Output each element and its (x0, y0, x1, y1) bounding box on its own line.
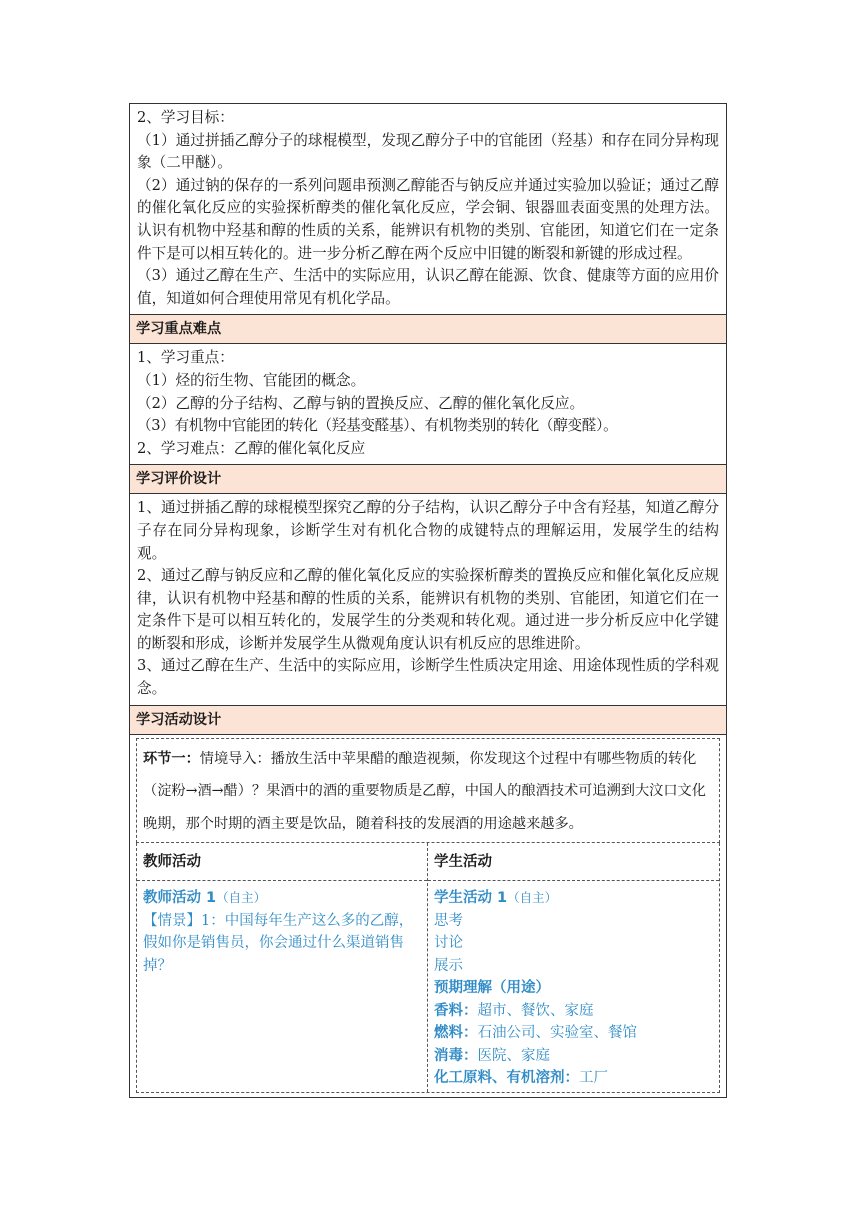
teacher-activity-title: 教师活动 1 (143, 890, 217, 907)
key-line-1: 1、学习重点： (137, 349, 234, 367)
student-step-present: 展示 (434, 957, 463, 974)
stage-one-label: 环节一： (143, 750, 200, 767)
key-line-3: （2）乙醇的分子结构、乙醇与钠的置换反应、乙醇的催化氧化反应。 (137, 394, 585, 412)
lesson-plan-table (129, 103, 727, 1098)
use-label-fragrance: 香料： (434, 1002, 478, 1019)
evaluation-paragraph-3: 3、通过乙醇在生产、生活中的实际应用，诊断学生性质决定用途、用途体现性质的学科观念。 (137, 657, 719, 698)
goal-item-3: （3）通过乙醇在生产、生活中的实际应用，认识乙醇在能源、饮食、健康等方面的应用价值，知道如何合理使用常见有机化学品。 (137, 267, 719, 307)
evaluation-header: 学习评价设计 (130, 465, 726, 494)
student-column-header: 学生活动 (428, 843, 719, 881)
stage-one-text: 情境导入：播放生活中苹果醋的酿造视频，你发现这个过程中有哪些物质的转化（淀粉→酒→醋）？果酒中的酒的重要物质是乙醇，中国人的酿酒技术可追溯到大汶口文化晚期，那个时期的酒主要是饮品，随着科技的发展酒的用途越来越多。 (143, 750, 706, 832)
goal-item-1: （1）通过拼插乙醇分子的球棍模型，发现乙醇分子中的官能团（羟基）和存在同分异构现象（二甲醚）。 (137, 131, 719, 172)
use-text-fragrance: 超市、餐饮、家庭 (477, 1002, 594, 1019)
key-line-5: 2、学习难点：乙醇的催化氧化反应 (137, 439, 366, 457)
use-text-industrial: 工厂 (579, 1070, 608, 1087)
key-points-section (130, 344, 726, 465)
student-activity-tag: （自主） (507, 890, 558, 906)
use-label-fuel: 燃料： (434, 1025, 478, 1042)
activities-header: 学习活动设计 (130, 706, 726, 735)
student-column (428, 843, 719, 1092)
activity-columns (136, 843, 720, 1093)
key-points-header: 学习重点难点 (130, 315, 726, 344)
goals-heading: 2、学习目标： (137, 109, 234, 126)
goal-item-2: （2）通过钠的保存的一系列问题串预测乙醇能否与钠反应并通过实验加以验证；通过乙醇的催化氧化反应的实验探析醇类的催化氧化反应，学会铜、银器皿表面变黑的处理方法。认识有机物中羟基和醇的性质的关系，能辨识有机物的类别、官能团，知道它们在一定条件下是可以相互转化的。进一步分析乙醇在两个反应中旧键的断裂和新键的形成过程。 (137, 176, 719, 262)
use-label-disinfect: 消毒： (434, 1047, 478, 1064)
evaluation-paragraph-1: 1、通过拼插乙醇的球棍模型探究乙醇的分子结构，认识乙醇分子中含有羟基，知道乙醇分子存在同分异构现象，诊断学生对有机化合物的成键特点的理解运用，发展学生的结构观。 (137, 499, 719, 562)
learning-goals-section (130, 104, 726, 315)
student-activity-title: 学生活动 1 (434, 890, 508, 907)
lesson-plan-page (129, 103, 727, 1098)
key-line-4: （3）有机物中官能团的转化（羟基变醛基）、有机物类别的转化（醇变醛）。 (137, 417, 618, 435)
teacher-activity-body (137, 881, 427, 979)
evaluation-section (130, 494, 726, 705)
teacher-column (137, 843, 428, 1092)
evaluation-paragraph-2: 2、通过乙醇与钠反应和乙醇的催化氧化反应的实验探析醇类的置换反应和催化氧化反应规律，认识有机物中羟基和醇的性质的关系，能辨识有机物的类别、官能团，知道它们在一定条件下是可以相互转化的，发展学生的分类观和转化观。通过进一步分析反应中化学键的断裂和形成，诊断并发展学生从微观角度认识有机反应的思维进阶。 (137, 567, 719, 652)
teacher-column-header: 教师活动 (137, 843, 427, 881)
student-step-think: 思考 (434, 912, 463, 929)
use-text-fuel: 石油公司、实验室、餐馆 (477, 1025, 637, 1042)
student-activity-body (428, 881, 719, 1092)
student-step-discuss: 讨论 (434, 935, 463, 952)
key-line-2: （1）烃的衍生物、官能团的概念。 (137, 371, 366, 389)
use-label-industrial: 化工原料、有机溶剂： (434, 1070, 579, 1087)
teacher-activity-tag: （自主） (216, 890, 267, 906)
teacher-activity-text: 【情景】1：中国每年生产这么多的乙醇，假如你是销售员，你会通过什么渠道销售掉？ (143, 912, 414, 974)
expected-understanding: 预期理解（用途） (434, 980, 550, 997)
activities-section (130, 735, 726, 1097)
stage-one-intro (136, 738, 720, 844)
use-text-disinfect: 医院、家庭 (477, 1047, 550, 1064)
